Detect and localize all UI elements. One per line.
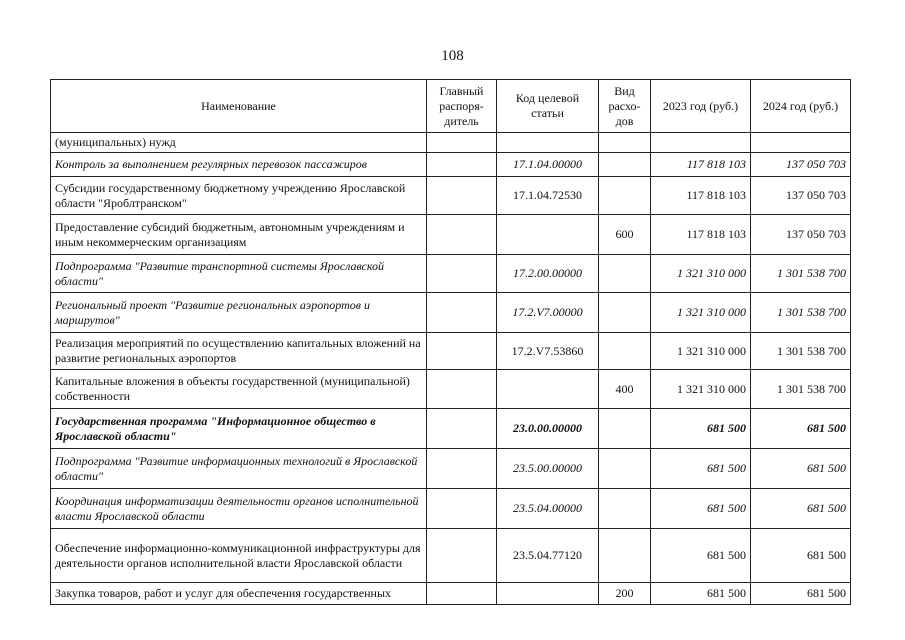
row-2024: 1 301 538 700 xyxy=(751,293,851,333)
row-admin xyxy=(427,153,497,177)
row-2024: 137 050 703 xyxy=(751,153,851,177)
row-2024: 1 301 538 700 xyxy=(751,255,851,293)
row-name: Закупка товаров, работ и услуг для обеспечения государственных xyxy=(51,583,427,605)
header-row xyxy=(51,80,851,133)
row-code: 17.1.04.72530 xyxy=(497,177,599,215)
row-code: 17.2.V7.53860 xyxy=(497,333,599,370)
header-2023: 2023 год (руб.) xyxy=(651,80,751,133)
row-admin xyxy=(427,489,497,529)
row-2023: 117 818 103 xyxy=(651,215,751,255)
row-type xyxy=(599,293,651,333)
row-name: (муниципальных) нужд xyxy=(51,133,427,153)
row-admin xyxy=(427,583,497,605)
header-name: Наименование xyxy=(51,80,427,133)
row-2024: 681 500 xyxy=(751,529,851,583)
row-admin xyxy=(427,370,497,409)
row-type: 600 xyxy=(599,215,651,255)
row-code: 17.2.V7.00000 xyxy=(497,293,599,333)
row-type xyxy=(599,409,651,449)
row-2023: 681 500 xyxy=(651,583,751,605)
row-admin xyxy=(427,333,497,370)
row-2024: 681 500 xyxy=(751,489,851,529)
row-2023: 117 818 103 xyxy=(651,177,751,215)
table-row xyxy=(51,215,851,255)
row-admin xyxy=(427,409,497,449)
row-code: 23.5.00.00000 xyxy=(497,449,599,489)
row-name: Предоставление субсидий бюджетным, автономным учреждениям и иным некоммерческим организациям xyxy=(51,215,427,255)
row-2023: 1 321 310 000 xyxy=(651,370,751,409)
row-type xyxy=(599,529,651,583)
row-2023: 1 321 310 000 xyxy=(651,333,751,370)
row-name: Региональный проект "Развитие региональных аэропортов и маршрутов" xyxy=(51,293,427,333)
row-type xyxy=(599,177,651,215)
row-name: Координация информатизации деятельности органов исполнительной власти Ярославской области xyxy=(51,489,427,529)
row-type: 400 xyxy=(599,370,651,409)
row-admin xyxy=(427,293,497,333)
row-code: 23.0.00.00000 xyxy=(497,409,599,449)
table-row xyxy=(51,153,851,177)
row-2024 xyxy=(751,133,851,153)
row-2023: 681 500 xyxy=(651,489,751,529)
row-2024: 1 301 538 700 xyxy=(751,370,851,409)
row-type xyxy=(599,153,651,177)
row-code xyxy=(497,370,599,409)
row-name: Государственная программа "Информационное общество в Ярославской области" xyxy=(51,409,427,449)
table-row xyxy=(51,133,851,153)
table-row xyxy=(51,489,851,529)
row-type xyxy=(599,489,651,529)
row-name: Подпрограмма "Развитие информационных технологий в Ярославской области" xyxy=(51,449,427,489)
row-code: 17.2.00.00000 xyxy=(497,255,599,293)
row-admin xyxy=(427,529,497,583)
row-2023: 681 500 xyxy=(651,409,751,449)
row-admin xyxy=(427,255,497,293)
row-2024: 681 500 xyxy=(751,449,851,489)
table-row xyxy=(51,449,851,489)
row-admin xyxy=(427,133,497,153)
row-code xyxy=(497,215,599,255)
header-admin: Главный распоря-дитель xyxy=(427,80,497,133)
row-2024: 137 050 703 xyxy=(751,177,851,215)
header-type: Вид расхо-дов xyxy=(599,80,651,133)
table-row xyxy=(51,293,851,333)
row-2024: 681 500 xyxy=(751,583,851,605)
row-2023 xyxy=(651,133,751,153)
row-2023: 1 321 310 000 xyxy=(651,255,751,293)
table-row xyxy=(51,583,851,605)
row-2023: 117 818 103 xyxy=(651,153,751,177)
row-name: Контроль за выполнением регулярных перевозок пассажиров xyxy=(51,153,427,177)
row-code: 17.1.04.00000 xyxy=(497,153,599,177)
row-type xyxy=(599,333,651,370)
row-type xyxy=(599,133,651,153)
table-row xyxy=(51,333,851,370)
row-admin xyxy=(427,449,497,489)
row-type xyxy=(599,255,651,293)
row-name: Обеспечение информационно-коммуникационной инфраструктуры для деятельности органов исполнительной власти Ярославской области xyxy=(51,529,427,583)
table-row xyxy=(51,370,851,409)
row-code: 23.5.04.00000 xyxy=(497,489,599,529)
row-2024: 137 050 703 xyxy=(751,215,851,255)
header-2024: 2024 год (руб.) xyxy=(751,80,851,133)
row-name: Капитальные вложения в объекты государственной (муниципальной) собственности xyxy=(51,370,427,409)
row-admin xyxy=(427,177,497,215)
page-number: 108 xyxy=(441,48,464,64)
row-2023: 681 500 xyxy=(651,529,751,583)
row-name: Субсидии государственному бюджетному учреждению Ярославской области "Яроблтранском" xyxy=(51,177,427,215)
header-code: Код целевой статьи xyxy=(497,80,599,133)
row-type: 200 xyxy=(599,583,651,605)
table-row xyxy=(51,529,851,583)
row-code xyxy=(497,583,599,605)
row-code xyxy=(497,133,599,153)
row-2024: 681 500 xyxy=(751,409,851,449)
row-admin xyxy=(427,215,497,255)
row-type xyxy=(599,449,651,489)
row-name: Реализация мероприятий по осуществлению капитальных вложений на развитие региональных аэропортов xyxy=(51,333,427,370)
table-row xyxy=(51,177,851,215)
table-row xyxy=(51,409,851,449)
row-2023: 1 321 310 000 xyxy=(651,293,751,333)
row-2024: 1 301 538 700 xyxy=(751,333,851,370)
table-row xyxy=(51,255,851,293)
row-2023: 681 500 xyxy=(651,449,751,489)
budget-table xyxy=(50,79,851,605)
row-name: Подпрограмма "Развитие транспортной системы Ярославской области" xyxy=(51,255,427,293)
row-code: 23.5.04.77120 xyxy=(497,529,599,583)
